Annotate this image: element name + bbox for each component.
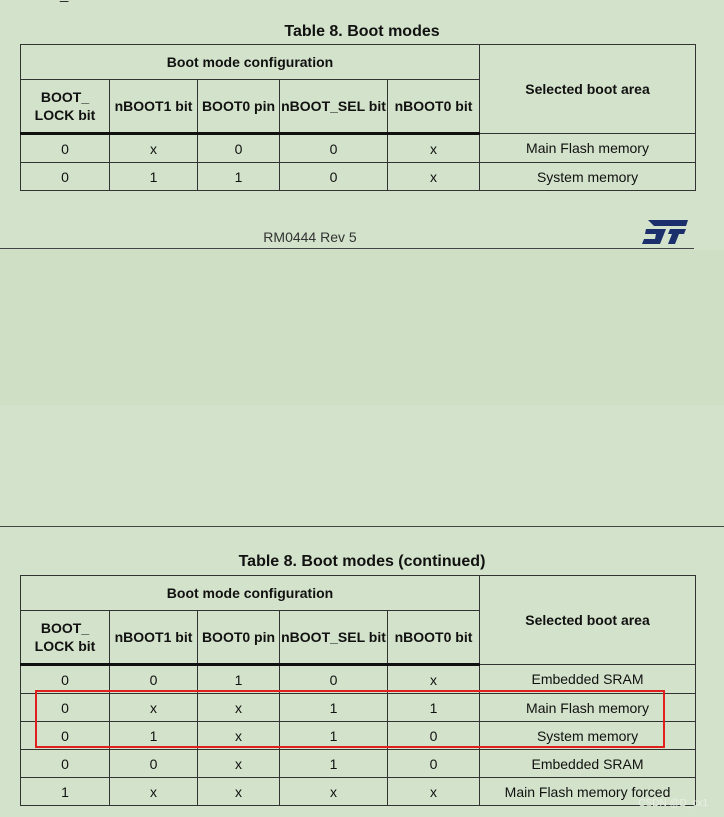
table-cell: 1 — [198, 163, 280, 191]
table-cell: x — [198, 694, 280, 722]
table-cell: Main Flash memory forced — [480, 778, 696, 806]
table-cell: 1 — [21, 778, 110, 806]
col-header: nBOOT_SEL bit — [280, 80, 388, 134]
table-cell: 1 — [198, 665, 280, 694]
table-cell: 1 — [110, 163, 198, 191]
col-header: BOOT_ LOCK bit — [21, 80, 110, 134]
table-cell: 0 — [21, 665, 110, 694]
table-cell: 1 — [280, 722, 388, 750]
col-header: BOOT_ LOCK bit — [21, 611, 110, 665]
table-cell: x — [280, 778, 388, 806]
table-cell: Main Flash memory — [480, 134, 696, 163]
watermark: CSDN @D_cx1 — [638, 798, 708, 809]
table-cell: 0 — [110, 750, 198, 778]
col-header: nBOOT1 bit — [110, 611, 198, 665]
table-cell: 1 — [280, 694, 388, 722]
table-cell: x — [110, 694, 198, 722]
table-cell: 0 — [21, 750, 110, 778]
col-header: BOOT0 pin — [198, 611, 280, 665]
table-cell: 1 — [388, 694, 480, 722]
table-row — [21, 778, 696, 806]
table-cell: x — [110, 778, 198, 806]
col-header: nBOOT0 bit — [388, 611, 480, 665]
table-cell: x — [388, 665, 480, 694]
area-header: Selected boot area — [480, 576, 696, 665]
config-header: Boot mode configuration — [21, 45, 480, 80]
table-cell: x — [110, 134, 198, 163]
table-cell: 1 — [280, 750, 388, 778]
footer-rule — [0, 248, 694, 249]
table-cell: x — [388, 778, 480, 806]
table-cell: System memory — [480, 163, 696, 191]
table-cell: 0 — [21, 163, 110, 191]
area-header: Selected boot area — [480, 45, 696, 134]
table-cell: 0 — [21, 694, 110, 722]
config-header: Boot mode configuration — [21, 576, 480, 611]
table-cell: 0 — [280, 665, 388, 694]
table-cell: 0 — [21, 722, 110, 750]
table-cell: 0 — [110, 665, 198, 694]
table-cell: 0 — [280, 134, 388, 163]
table-cell: Embedded SRAM — [480, 665, 696, 694]
document-reference: RM0444 Rev 5 — [263, 229, 357, 245]
table-cell: Embedded SRAM — [480, 750, 696, 778]
table-cell: x — [198, 750, 280, 778]
table-row — [21, 134, 696, 163]
table-cell: System memory — [480, 722, 696, 750]
table-row — [21, 750, 696, 778]
table1-title: Table 8. Boot modes — [284, 23, 440, 40]
col-header: nBOOT0 bit — [388, 80, 480, 134]
page-divider — [0, 526, 724, 527]
col-header: nBOOT1 bit — [110, 80, 198, 134]
table-cell: 1 — [110, 722, 198, 750]
highlight-box — [35, 690, 665, 748]
table-cell: x — [198, 778, 280, 806]
boot-modes-table — [20, 44, 696, 191]
table2-title: Table 8. Boot modes (continued) — [238, 553, 486, 570]
table-cell: x — [198, 722, 280, 750]
table-cell: 0 — [388, 722, 480, 750]
table-cell: x — [388, 163, 480, 191]
table-cell: 0 — [21, 134, 110, 163]
table-row — [21, 163, 696, 191]
table-cell: 0 — [280, 163, 388, 191]
table-cell: Main Flash memory — [480, 694, 696, 722]
table-cell: 0 — [198, 134, 280, 163]
col-header: nBOOT_SEL bit — [280, 611, 388, 665]
col-header: BOOT0 pin — [198, 80, 280, 134]
table-cell: 0 — [388, 750, 480, 778]
table-cell: x — [388, 134, 480, 163]
st-logo-icon — [640, 218, 690, 251]
cut-off-text — [60, 0, 68, 3]
